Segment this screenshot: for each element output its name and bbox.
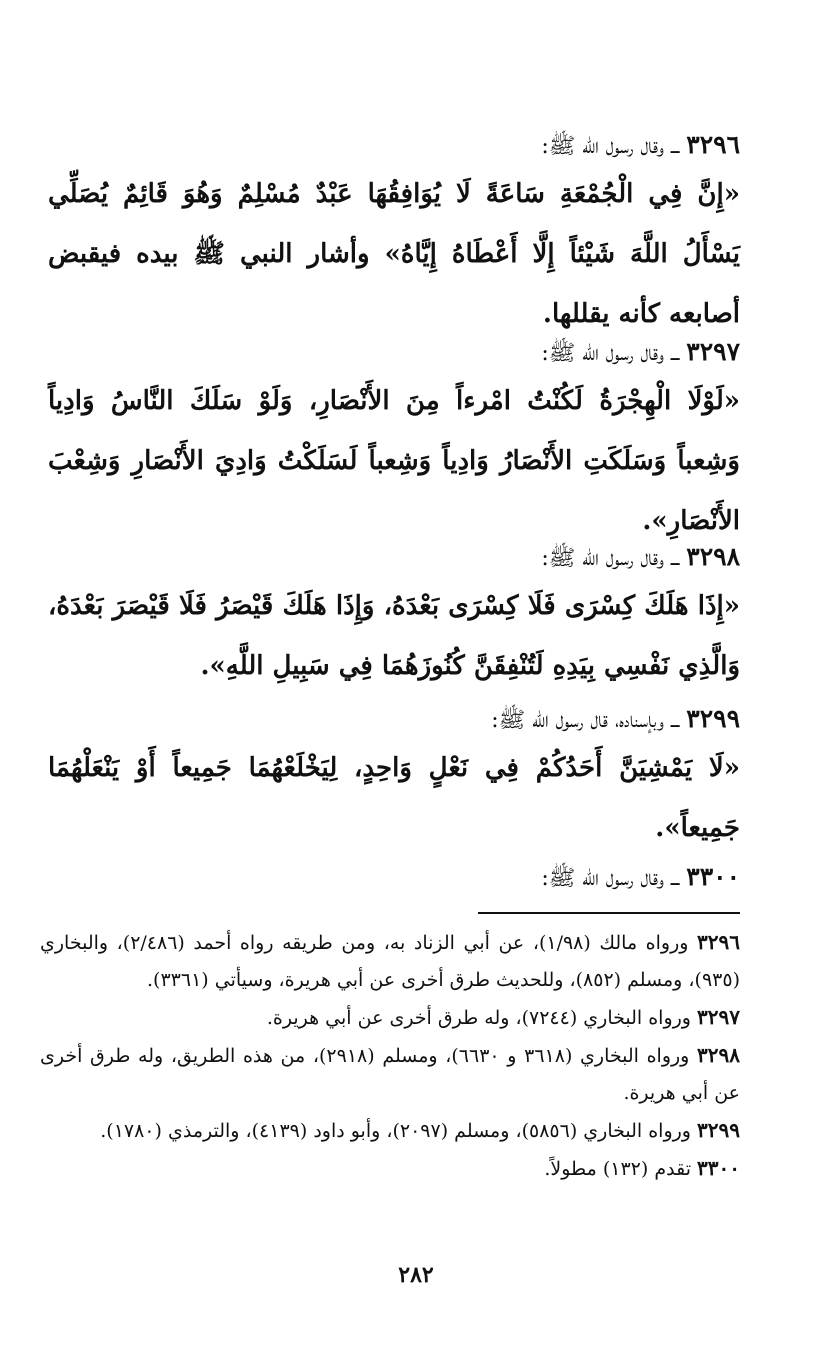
hadith-intro: ـــ وقال رسول الله ﷺ: — [541, 866, 680, 891]
footnote — [40, 1112, 740, 1150]
footnote — [40, 1037, 740, 1112]
hadith-intro: ـــ وبإسناده، قال رسول الله ﷺ: — [491, 708, 680, 733]
hadith-entry — [48, 860, 740, 894]
footnotes — [40, 924, 740, 1188]
hadith-text: «إِذَا هَلَكَ كِسْرَى فَلَا كِسْرَى بَعْدَهُ، وَإِذَا هَلَكَ قَيْصَرُ فَلَا قَيْصَرَ بَعْدَهُ، وَالَّذِي نَفْسِي بِيَدِهِ لَتُنْفِقَنَّ كُنُوزَهُمَا فِي سَبِيلِ اللَّهِ». — [48, 591, 740, 681]
footnote-number: ٣٢٩٦ — [697, 930, 740, 954]
footnote — [40, 1150, 740, 1188]
hadith-heading — [48, 335, 740, 369]
footnote-number: ٣٣٠٠ — [697, 1156, 740, 1180]
footnote-number: ٣٢٩٨ — [697, 1043, 740, 1067]
footnote-separator — [478, 912, 740, 914]
footnote-number: ٣٢٩٩ — [697, 1118, 740, 1142]
hadith-number: ٣٢٩٧ — [686, 337, 740, 366]
hadith-text: «لَا يَمْشِيَنَّ أَحَدُكُمْ فِي نَعْلٍ وَاحِدٍ، لِيَخْلَعْهُمَا جَمِيعاً أَوْ يَنْعَلْهُمَا جَمِيعاً». — [48, 753, 740, 843]
hadith-heading — [48, 128, 740, 162]
hadith-entry — [48, 128, 740, 344]
hadith-entry — [48, 540, 740, 696]
hadith-number: ٣٣٠٠ — [686, 862, 740, 891]
hadith-number: ٣٢٩٨ — [686, 542, 740, 571]
footnote-text: ورواه البخاري (٧٢٤٤)، وله طرق أخرى عن أبي هريرة. — [266, 1007, 691, 1029]
hadith-entry — [48, 335, 740, 551]
hadith-entry — [48, 702, 740, 858]
hadith-intro: ـــ وقال رسول الله ﷺ: — [541, 134, 680, 159]
hadith-intro: ـــ وقال رسول الله ﷺ: — [541, 546, 680, 571]
hadith-heading — [48, 860, 740, 894]
footnote-text: ورواه البخاري (٥٨٥٦)، ومسلم (٢٠٩٧)، وأبو داود (٤١٣٩)، والترمذي (١٧٨٠). — [100, 1120, 691, 1142]
hadith-number: ٣٢٩٦ — [686, 130, 740, 159]
footnote-number: ٣٢٩٧ — [697, 1005, 740, 1029]
footnote-text: تقدم (١٣٢) مطولاً. — [544, 1158, 691, 1180]
footnote — [40, 924, 740, 999]
page-number: ٢٨٢ — [398, 1262, 434, 1288]
hadith-heading — [48, 702, 740, 736]
hadith-intro: ـــ وقال رسول الله ﷺ: — [541, 341, 680, 366]
footnote-text: ورواه مالك (١/٩٨)، عن أبي الزناد به، ومن طريقه رواه أحمد (٢/٤٨٦)، والبخاري (٩٣٥)، ومسلم (٨٥٢)، وللحديث طرق أخرى عن أبي هريرة، وسيأتي (٣٣٦١). — [40, 932, 740, 991]
hadith-text: «لَوْلَا الْهِجْرَةُ لَكُنْتُ امْرءاً مِنَ الأَنْصَارِ، وَلَوْ سَلَكَ النَّاسُ وَادِياً وَشِعباً وَسَلَكَتِ الأَنْصَارُ وَادِياً وَشِعباً لَسَلَكْتُ وَادِيَ الأَنْصَارِ وَشِعْبَ الأَنْصَارِ». — [48, 386, 740, 536]
footnote — [40, 999, 740, 1037]
hadith-number: ٣٢٩٩ — [686, 704, 740, 733]
hadith-text: «إِنَّ فِي الْجُمْعَةِ سَاعَةً لَا يُوَافِقُهَا عَبْدٌ مُسْلِمٌ وَهُوَ قَائِمٌ يُصَلِّي يَسْأَلُ اللَّهَ شَيْئاً إِلَّا أَعْطَاهُ إِيَّاهُ» وأشار النبي ﷺ بيده فيقبض أصابعه كأنه يقللها. — [48, 179, 740, 329]
hadith-heading — [48, 540, 740, 574]
footnote-text: ورواه البخاري (٣٦١٨ و ٦٦٣٠)، ومسلم (٢٩١٨)، من هذه الطريق، وله طرق أخرى عن أبي هريرة. — [40, 1045, 740, 1104]
